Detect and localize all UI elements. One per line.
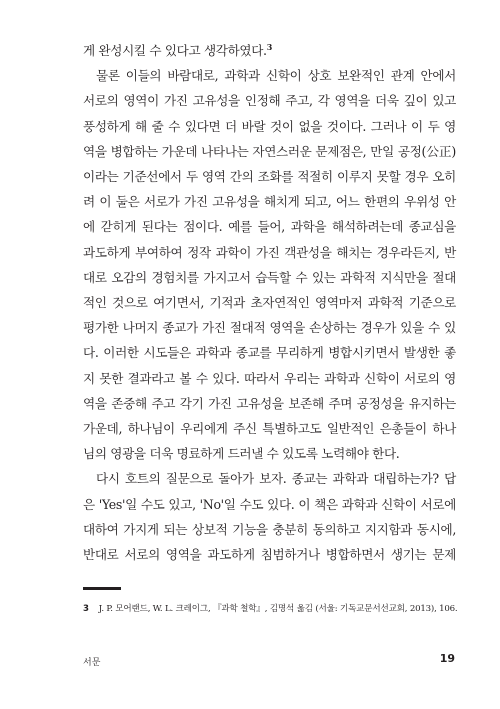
- text-line: 님의 영광을 더욱 명료하게 드러낼 수 있도록 노력해야 한다.: [83, 446, 400, 462]
- text-line: 물론 이들의 바람대로, 과학과 신학이 상호 보완적인 관계 안에서: [96, 68, 456, 84]
- text-line: 지 못한 결과라고 볼 수 있다. 따라서 우리는 과학과 신학이 서로의 영: [83, 370, 456, 386]
- footnote-reference: 3: [266, 41, 272, 52]
- text-line: 대하여 가지게 되는 상보적 기능을 충분히 동의하고 지지함과 동시에,: [83, 521, 456, 537]
- text-line: 풍성하게 해 줄 수 있다면 더 바랄 것이 없을 것이다. 그러나 이 두 영: [83, 118, 456, 134]
- footnote: [83, 603, 463, 615]
- body-text: [83, 38, 456, 567]
- text-line: 반대로 서로의 영역을 과도하게 침범하거나 병합하면서 생기는 문제: [83, 547, 456, 563]
- text-line: 대로 오감의 경험치를 가지고서 습득할 수 있는 과학적 지식만을 절대: [83, 269, 456, 285]
- text-line: 서로의 영역이 가진 고유성을 인정해 주고, 각 영역을 더욱 깊이 있고: [83, 93, 456, 109]
- footnote-divider: [83, 587, 121, 590]
- text-line: 역을 병합하는 가운데 나타나는 자연스러운 문제점은, 만일 공정(公正): [83, 143, 456, 159]
- running-footer-section: 서문: [83, 658, 101, 668]
- text-line: 이라는 기준선에서 두 영역 간의 조화를 적절히 이루지 못할 경우 오히: [83, 169, 456, 185]
- text-line: 에 갇히게 된다는 점이다. 예를 들어, 과학을 해석하려는데 종교심을: [83, 219, 456, 235]
- text-line: 려 이 둘은 서로가 가진 고유성을 해치게 되고, 어느 한편의 우위성 안: [83, 194, 456, 210]
- text-line-content: 게 완성시킬 수 있다고 생각하였다.: [83, 43, 267, 58]
- text-line: 적인 것으로 여기면서, 기적과 초자연적인 영역마저 과학적 기준으로: [83, 295, 456, 311]
- page-number: 19: [439, 652, 455, 665]
- text-line: 평가한 나머지 종교가 가진 절대적 영역을 손상하는 경우가 있을 수 있: [83, 320, 456, 336]
- text-line: 다시 호트의 질문으로 돌아가 보자. 종교는 과학과 대립하는가? 답: [96, 471, 456, 487]
- footnote-number: 3: [83, 604, 89, 614]
- text-line: [83, 38, 456, 63]
- text-line: 은 'Yes'일 수도 있고, 'No'일 수도 있다. 이 책은 과학과 신학이 서로에: [83, 496, 456, 512]
- footnote-text: J. P. 모어랜드, W. L. 크레이그, 『과학 철학』, 김명석 옮김 (서울: 기독교문서선교회, 2013), 106.: [98, 604, 458, 614]
- text-line: 과도하게 부여하여 정작 과학이 가진 객관성을 해치는 경우라든지, 반: [83, 244, 456, 260]
- text-line: 가운데, 하나님이 우리에게 주신 특별하고도 일반적인 은총들이 하나: [83, 421, 456, 437]
- text-line: 다. 이러한 시도들은 과학과 종교를 무리하게 병합시키면서 발생한 좋: [83, 345, 456, 361]
- text-line: 역을 존중해 주고 각기 가진 고유성을 보존해 주며 공정성을 유지하는: [83, 395, 456, 411]
